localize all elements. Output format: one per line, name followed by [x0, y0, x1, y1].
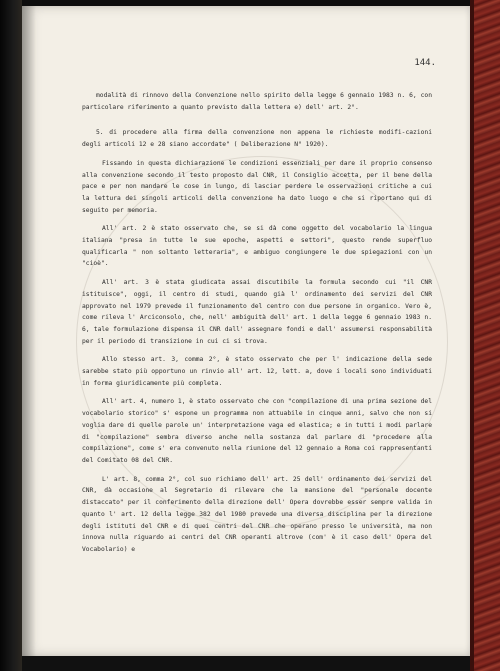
book-binding [0, 0, 22, 671]
paragraph: Allo stesso art. 3, comma 2°, è stato osservato che per l' indicazione della sede sarebbe stato più opportuno un rinvio all' art. 12, lett. a, dove i locali sono individuati in forma giuridicamente più completa. [82, 356, 432, 387]
page-number: 144. [414, 58, 436, 68]
paragraph: L' art. 8, comma 2°, col suo richiamo dell' art. 25 dell' ordinamento dei servizi del CNR, dà occasione al Segretario di rilevare che la mansione del "personale docente distaccato" per il conferimento della direzione dell' Opera dovrebbe esser sempre valida in quanto l' art. 12 della legge 382 del 1980 prevede una diversa disciplina per la direzione degli istituti del CNR e di quei centri del CNR che operano presso le università, ma non innova nulla riguardo ai centri del CNR operanti altrove (com' è il caso dell' Opera del Vocabolario) e [82, 475, 432, 553]
paragraph: All' art. 4, numero 1, è stato osservato che con "compilazione di una prima sezione del vocabolario storico" s' espone un programma non attuabile in cinque anni, salvo che non si voglia dare di quelle parole un' interpretazione vaga ed elastica; e in tutti i modi parlare di "compilazione" sembra diverso anche nella sostanza dal parlare di "procedere alla compilazione", come s' era convenuto nella riunione del 12 gennaio a Roma coi rappresentanti del Comitato 08 del CNR. [82, 398, 432, 464]
body-text [82, 90, 432, 563]
marbled-cover-edge [470, 0, 500, 671]
gutter-shadow [22, 6, 36, 656]
bottom-shadow [22, 656, 470, 671]
document-page [22, 6, 470, 656]
paragraph: 5. di procedere alla firma della convenzione non appena le richieste modifi-cazioni degli articoli 12 e 28 siano accordate" ( Deliberazione N° 1920). [82, 129, 432, 149]
paragraph: All' art. 2 è stato osservato che, se si dà come oggetto del vocabolario la lingua italiana "presa in tutte le sue epoche, aspetti e settori", questo rende superfluo qualificarla " non soltanto letteraria", e ambiguo congiungere le due spiegazioni con un "cioè". [82, 225, 432, 268]
paragraph: Fissando in questa dichiarazione le condizioni essenziali per dare il proprio consenso alla convenzione secondo il testo proposto dal CNR, il Consiglio accetta, per il bene della pace e per non mandare le cose in lungo, di lasciar perdere le osservazioni critiche a cui la lettura dei singoli articoli della convenzione ha dato luogo e che si riportano qui di seguito per memoria. [82, 159, 432, 214]
paragraph: All' art. 3 è stata giudicata assai discutibile la formula secondo cui "il CNR istituisce", oggi, il centro di studi, quando già l' ordinamento dei servizi del CNR approvato nel 1979 prevede il funzionamento del centro con due persone in organico. Vero è, come rileva l' Arciconsolo, che, nell' ambiguità dell' art. 1 della legge 6 gennaio 1983 n. 6, tale formulazione dispensa il CNR dall' assegnare fondi e dall' assumersi responsabilità per il periodo di transizione in cui ci si trova. [82, 279, 432, 345]
paragraph: modalità di rinnovo della Convenzione nello spirito della legge 6 gennaio 1983 n. 6, con particolare riferimento a quanto previsto dalla lettera e) dell' art. 2°. [82, 92, 432, 111]
